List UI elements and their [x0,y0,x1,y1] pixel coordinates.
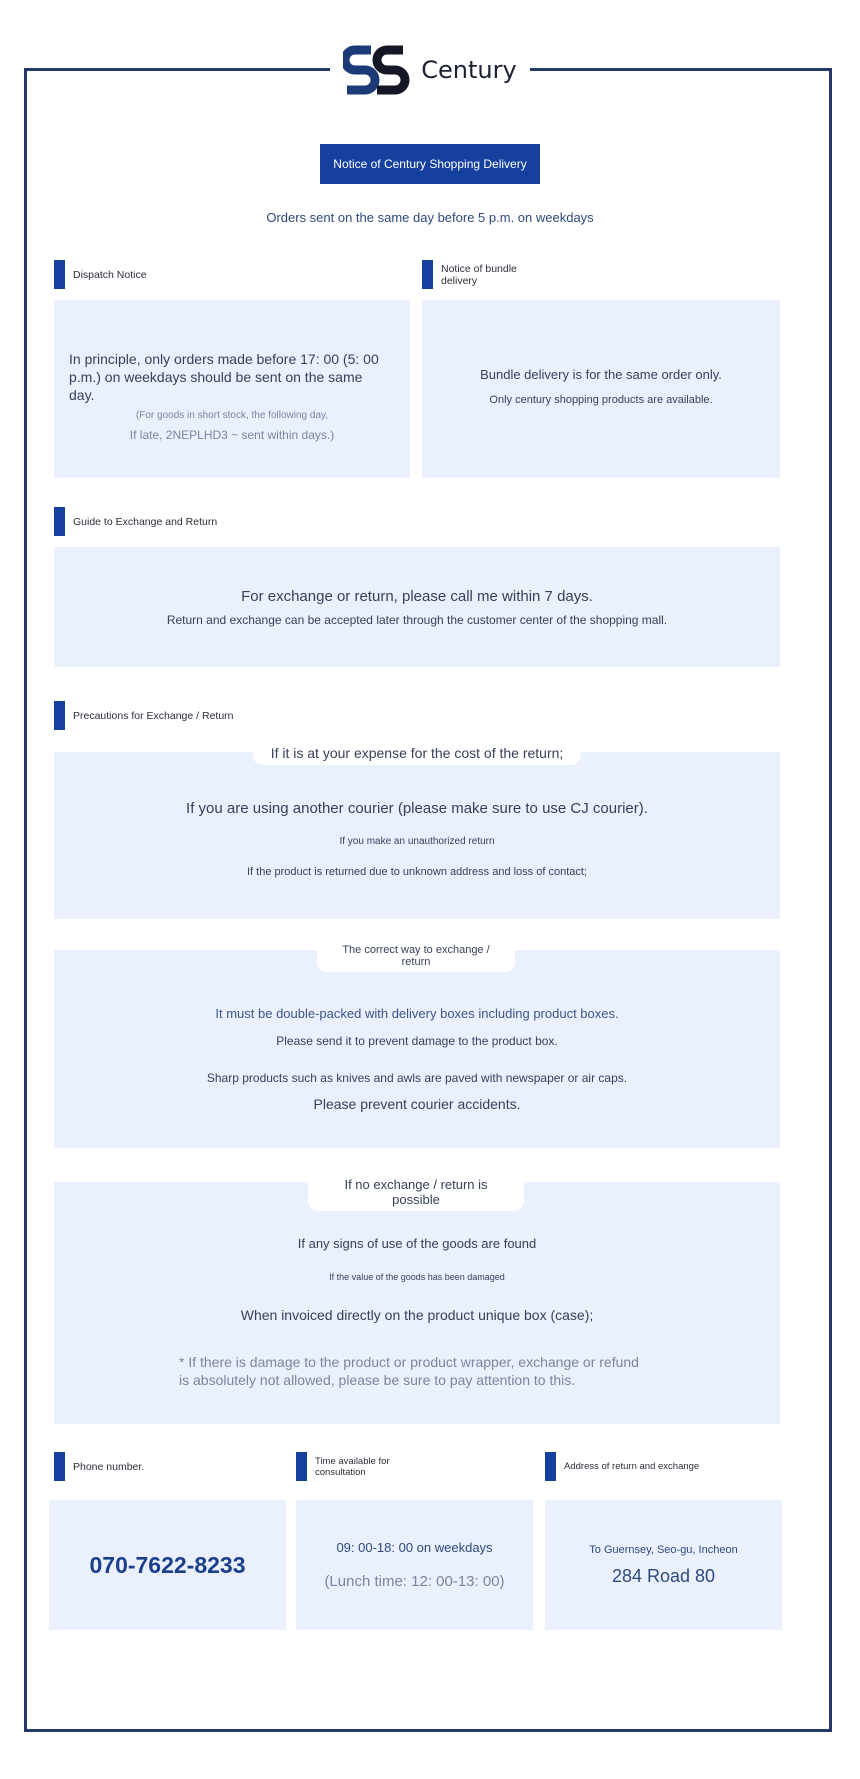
precautions-line-1: If you are using another courier (please make sure to use CJ courier). [186,800,648,817]
guide-sub-text: Return and exchange can be accepted later through the customer center of the shopping mall. [166,612,668,627]
bundle-sub-text: Only century shopping products are available. [489,393,713,406]
bundle-main-text: Bundle delivery is for the same order only. [480,366,722,382]
dispatch-note-2: If late, 2NEPLHD3 ~ sent within days.) [129,428,335,442]
bundle-panel [422,300,780,478]
address-heading [545,1452,699,1481]
heading-marker [545,1452,556,1481]
precautions-pill: If it is at your expense for the cost of the return; [253,741,581,765]
address-line-2: 284 Road 80 [611,1565,716,1586]
bundle-heading-label: Notice of bundle delivery [441,262,517,287]
hours-lunch: (Lunch time: 12: 00-13: 00) [324,1573,505,1590]
heading-marker [54,701,65,730]
dispatch-note-1: (For goods in short stock, the following day, [135,410,329,421]
page-title: Notice of Century Shopping Delivery [320,144,540,184]
correct-way-pill: The correct way to exchange / return [317,940,515,972]
phone-panel [49,1500,286,1630]
page-subtitle: Orders sent on the same day before 5 p.m. on weekdays [266,210,594,225]
no-exchange-warning: * If there is damage to the product or product wrapper, exchange or refund is absolutely not allowed, please be sure to pay attention to this. [179,1354,639,1388]
guide-panel [54,547,780,667]
heading-marker [296,1452,307,1481]
no-exchange-line-3: When invoiced directly on the product unique box (case); [240,1307,594,1323]
correct-way-panel [54,950,780,1148]
phone-heading-label: Phone number. [73,1460,145,1473]
phone-heading [54,1452,144,1481]
hours-main: 09: 00-18: 00 on weekdays [336,1540,493,1555]
heading-marker [54,1452,65,1481]
hours-heading-label: Time available for consultation [315,1455,390,1478]
heading-marker [422,260,433,289]
address-heading-label: Address of return and exchange [564,1461,700,1472]
precautions-heading [54,701,234,730]
precautions-panel [54,752,780,919]
dispatch-panel [54,300,410,478]
precautions-heading-label: Precautions for Exchange / Return [73,709,234,722]
no-exchange-line-1: If any signs of use of the goods are found [297,1236,537,1251]
precautions-line-3: If the product is returned due to unknown address and loss of contact; [247,866,587,878]
guide-heading-label: Guide to Exchange and Return [73,515,218,528]
address-panel [545,1500,782,1630]
correct-way-line-1: It must be double-packed with delivery boxes including product boxes. [215,1006,619,1021]
heading-marker [54,507,65,536]
dispatch-heading-label: Dispatch Notice [73,268,147,281]
correct-way-line-3: Sharp products such as knives and awls are paved with newspaper or air caps. [206,1071,628,1085]
guide-main-text: For exchange or return, please call me within 7 days. [241,587,593,605]
correct-way-line-2: Please send it to prevent damage to the product box. [276,1034,558,1048]
century-logo-icon [343,44,413,96]
phone-number[interactable]: 070-7622-8233 [89,1551,246,1578]
correct-way-line-4: Please prevent courier accidents. [313,1096,521,1112]
brand-logo [330,36,530,104]
guide-heading [54,507,217,536]
brand-name: Century [421,56,517,84]
bundle-heading [422,260,552,289]
precautions-line-2: If you make an unauthorized return [339,836,495,847]
hours-panel [296,1500,533,1630]
dispatch-heading [54,260,147,289]
dispatch-main-text: In principle, only orders made before 17: 00 (5: 00 p.m.) on weekdays should be sent on the same day. [69,351,379,403]
no-exchange-line-2: If the value of the goods has been damaged [329,1272,505,1282]
no-exchange-panel [54,1182,780,1424]
heading-marker [54,260,65,289]
no-exchange-pill: If no exchange / return is possible [308,1173,524,1211]
hours-heading [296,1452,426,1481]
address-line-1: To Guernsey, Seo-gu, Incheon [589,1543,738,1556]
